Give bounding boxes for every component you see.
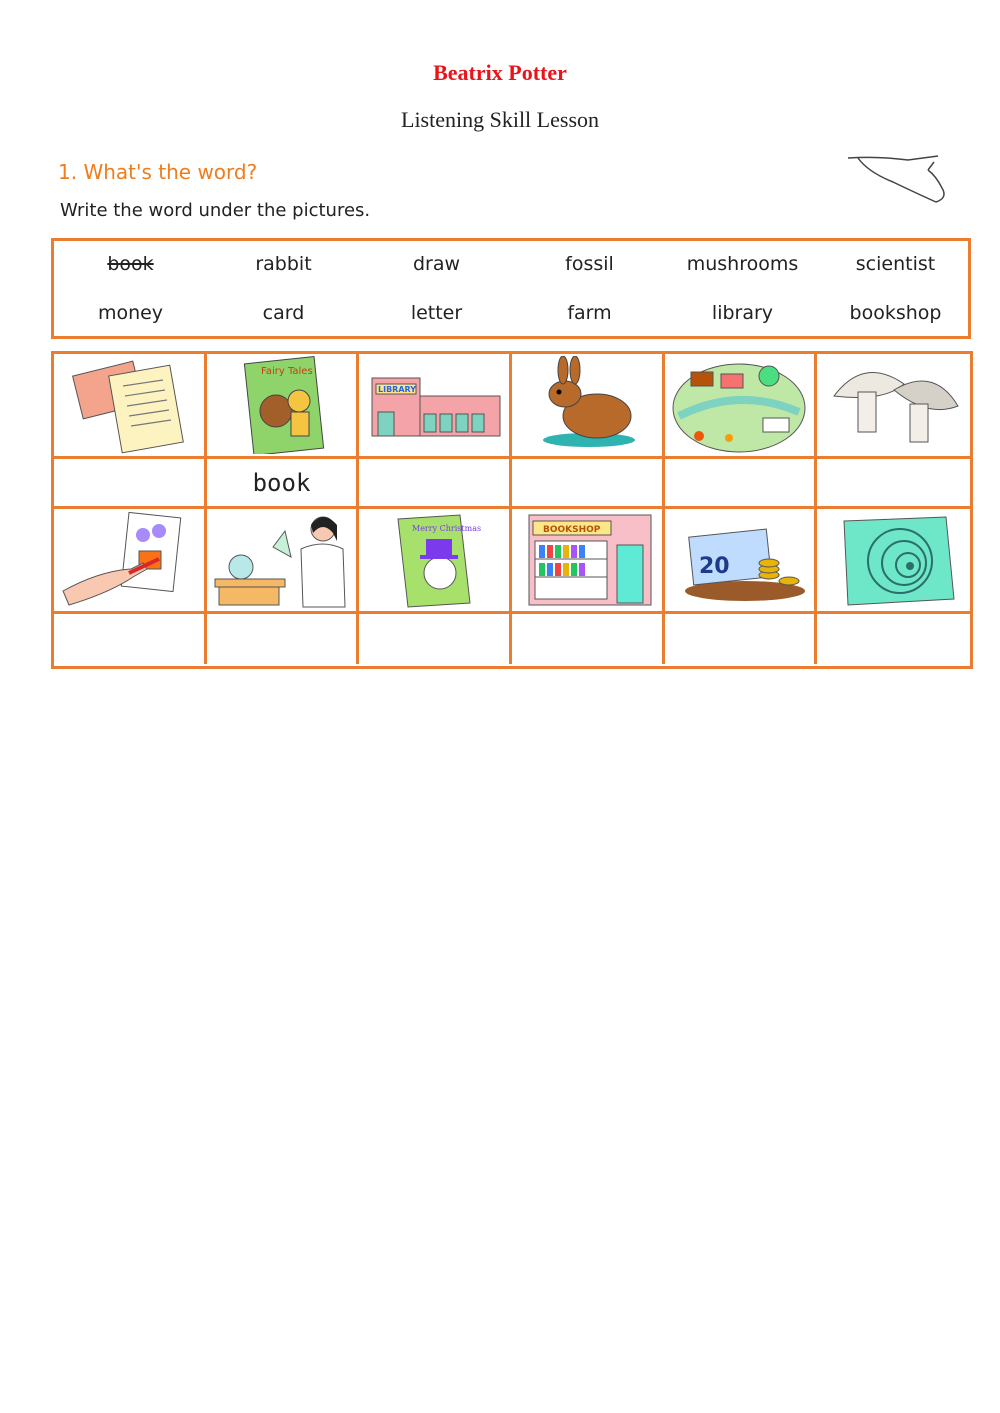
word-scientist: scientist <box>855 253 936 275</box>
fossil-picture <box>824 511 964 609</box>
answer-cell[interactable] <box>817 459 970 509</box>
word-draw: draw <box>412 253 461 275</box>
picture-cell <box>359 354 512 459</box>
word-money: money <box>97 302 164 324</box>
money-note-text: 20 <box>699 554 731 579</box>
word-library: library <box>711 302 774 324</box>
money-picture <box>669 511 809 609</box>
exercise-heading: 1. What's the word? <box>58 160 258 184</box>
picture-cell <box>54 509 207 614</box>
answer-cell[interactable] <box>817 614 970 664</box>
picture-cell <box>54 354 207 459</box>
answer-cell[interactable] <box>359 614 512 664</box>
exercise-panel <box>38 150 978 680</box>
answer-cell[interactable] <box>207 459 360 509</box>
word-rabbit: rabbit <box>255 253 312 275</box>
word-farm: farm <box>567 302 612 324</box>
card-greeting-text: Merry Christmas <box>412 524 482 533</box>
page-title: Beatrix Potter <box>433 60 567 85</box>
word-bookshop: bookshop <box>849 302 942 324</box>
word-mushrooms: mushrooms <box>686 253 799 275</box>
library-sign-text: LIBRARY <box>378 385 417 394</box>
word-letter: letter <box>410 302 463 324</box>
answer-cell[interactable] <box>665 614 818 664</box>
word-book: book <box>107 253 154 275</box>
mushrooms-picture <box>824 356 964 454</box>
farm-picture <box>669 356 809 454</box>
word-card: card <box>262 302 305 324</box>
bookshop-sign-text: BOOKSHOP <box>542 525 601 535</box>
writing-hand-icon <box>808 152 968 208</box>
picture-cell <box>817 509 970 614</box>
answer-cell[interactable] <box>207 614 360 664</box>
picture-cell <box>207 509 360 614</box>
answer-cell[interactable] <box>512 614 665 664</box>
picture-grid <box>51 351 973 669</box>
card-picture <box>364 511 504 609</box>
rabbit-picture <box>517 356 657 454</box>
answer-text: book <box>252 468 311 497</box>
picture-cell <box>665 509 818 614</box>
answer-cell[interactable] <box>54 614 207 664</box>
exercise-instruction: Write the word under the pictures. <box>60 200 371 221</box>
picture-cell <box>512 509 665 614</box>
draw-picture <box>59 511 199 609</box>
answer-cell[interactable] <box>54 459 207 509</box>
answer-cell[interactable] <box>665 459 818 509</box>
picture-cell <box>817 354 970 459</box>
answer-cell[interactable] <box>512 459 665 509</box>
picture-cell <box>207 354 360 459</box>
picture-cell <box>665 354 818 459</box>
bookshop-picture <box>517 511 657 609</box>
word-bank <box>51 238 971 339</box>
page-subtitle: Listening Skill Lesson <box>401 107 599 132</box>
picture-cell <box>512 354 665 459</box>
letter-picture <box>59 356 199 454</box>
book-picture <box>211 356 351 454</box>
scientist-picture <box>211 511 351 609</box>
answer-cell[interactable] <box>359 459 512 509</box>
word-fossil: fossil <box>565 253 614 275</box>
picture-cell <box>359 509 512 614</box>
library-picture <box>364 356 504 454</box>
book-cover-text: Fairy Tales <box>261 366 314 377</box>
